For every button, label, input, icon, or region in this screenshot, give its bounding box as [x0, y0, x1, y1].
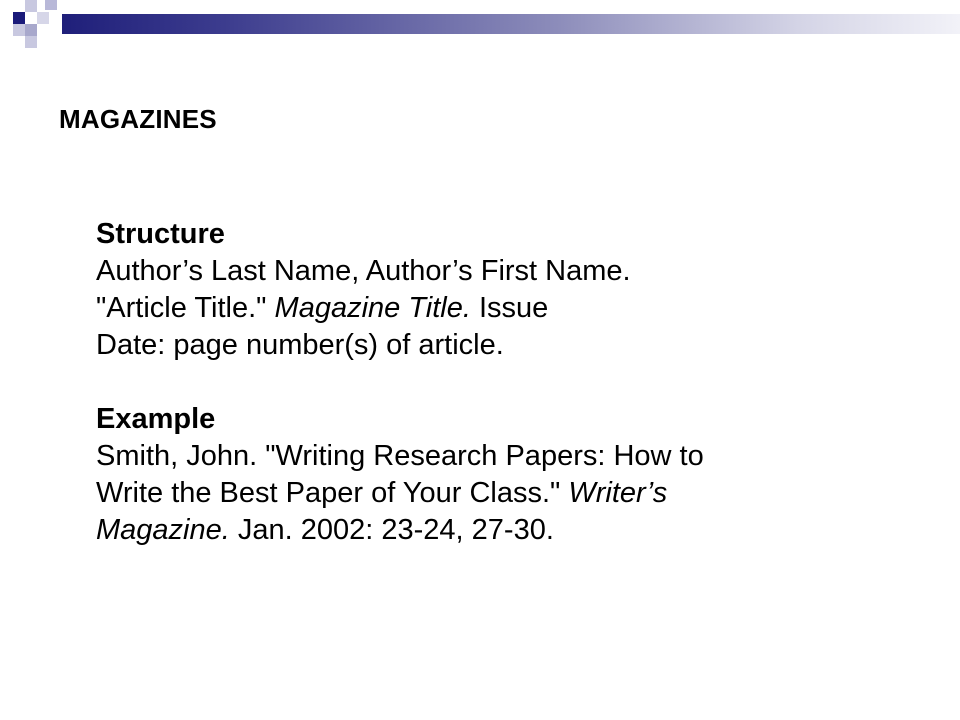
header-gradient-bar [62, 14, 960, 34]
slide-title: MAGAZINES [59, 104, 217, 134]
example-line-2 [96, 475, 916, 512]
decorative-square [25, 24, 37, 36]
example-line-1: Smith, John. "Writing Research Papers: How to [96, 440, 704, 472]
example-magazine-title-end: Magazine. [96, 514, 230, 546]
decorative-square [13, 12, 25, 24]
structure-line-1: Author’s Last Name, Author’s First Name. [96, 255, 631, 287]
magazine-title-placeholder: Magazine Title. [274, 292, 471, 324]
example-line-3 [96, 512, 916, 549]
example-heading: Example [96, 403, 216, 435]
issue-placeholder: Issue [478, 292, 549, 324]
decorative-square [13, 24, 25, 36]
structure-line-3: Date: page number(s) of article. [96, 329, 504, 361]
structure-heading: Structure [96, 218, 225, 250]
example-article-title-end: Write the Best Paper of Your Class." [96, 477, 561, 509]
article-title-placeholder: "Article Title." [96, 292, 267, 324]
decorative-square [37, 12, 49, 24]
example-date-pages: Jan. 2002: 23-24, 27-30. [237, 514, 554, 546]
decorative-square [25, 36, 37, 48]
citation-content [96, 216, 916, 549]
decorative-square [45, 0, 57, 10]
spacer [96, 364, 916, 401]
example-magazine-title-start: Writer’s [568, 477, 668, 509]
decorative-square [25, 0, 37, 12]
structure-line-2 [96, 290, 916, 327]
